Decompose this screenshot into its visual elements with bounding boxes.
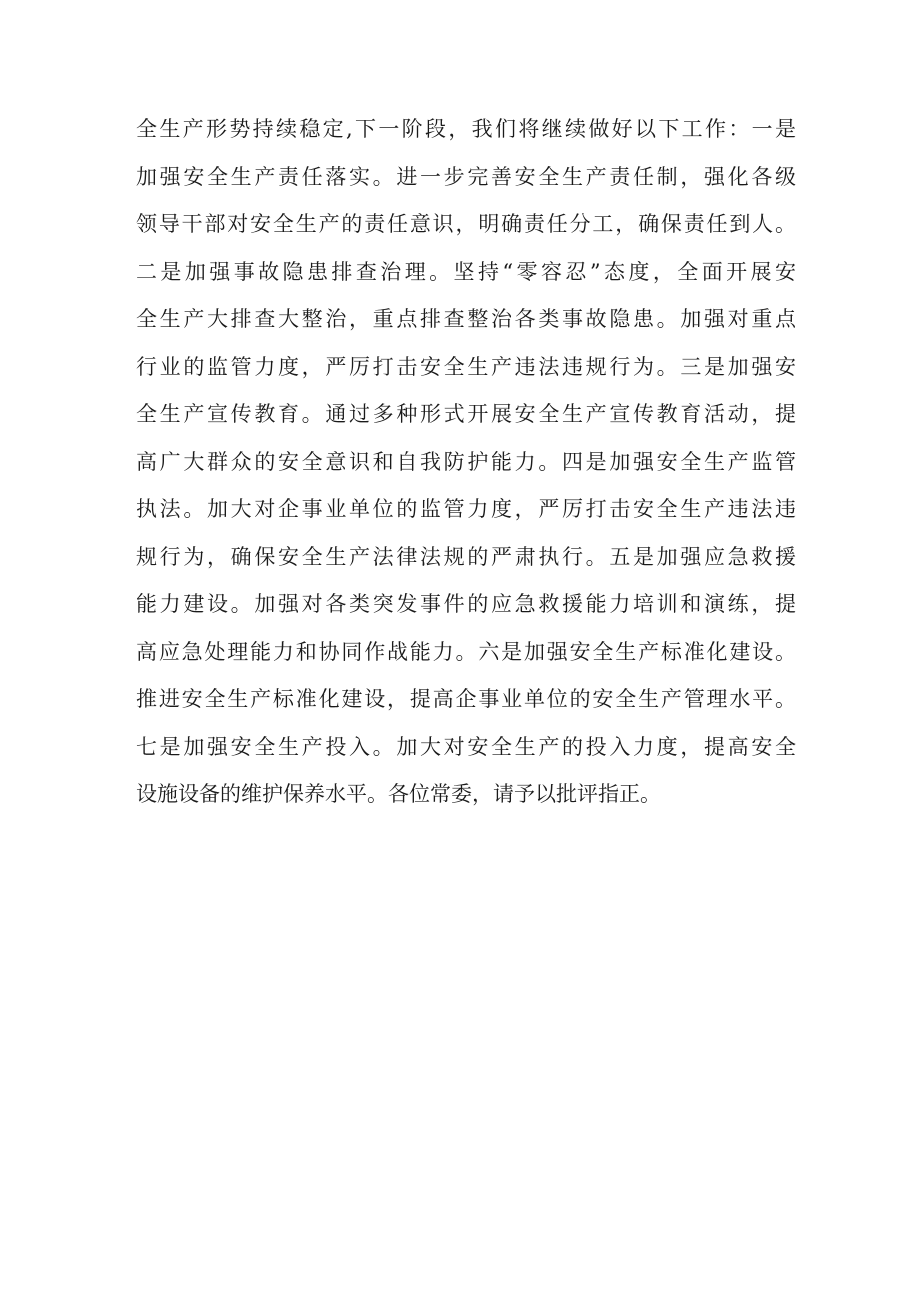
text-line: 全生产形势持续稳定,下一阶段，我们将继续做好以下工作：一是 (136, 117, 796, 141)
text-line: 规行为，确保安全生产法律法规的严肃执行。五是加强应急救援 (136, 544, 796, 569)
text-line: 执法。加大对企事业单位的监管力度，严厉打击安全生产违法违 (136, 497, 796, 521)
text-line: 高应急处理能力和协同作战能力。六是加强安全生产标准化建设。 (136, 639, 796, 664)
text-line: 加强安全生产责任落实。进一步完善安全生产责任制，强化各级 (136, 164, 796, 189)
text-line: 能力建设。加强对各类突发事件的应急救援能力培训和演练，提 (136, 592, 796, 616)
text-line: 领导干部对安全生产的责任意识，明确责任分工，确保责任到人。 (136, 212, 796, 236)
text-line: 全生产宣传教育。通过多种形式开展安全生产宣传教育活动，提 (136, 402, 796, 426)
text-line: 七是加强安全生产投入。加大对安全生产的投入力度，提高安全 (136, 734, 796, 759)
text-line: 二是加强事故隐患排查治理。坚持“零容忍”态度，全面开展安 (136, 259, 796, 284)
text-line: 高广大群众的安全意识和自我防护能力。四是加强安全生产监管 (136, 449, 796, 474)
text-line: 行业的监管力度，严厉打击安全生产违法违规行为。三是加强安 (136, 354, 796, 379)
body-paragraph (136, 106, 796, 819)
text-line: 设施设备的维护保养水平。各位常委，请予以批评指正。 (136, 782, 661, 806)
text-line: 全生产大排查大整治，重点排查整治各类事故隐患。加强对重点 (136, 307, 796, 331)
text-line: 推进安全生产标准化建设，提高企事业单位的安全生产管理水平。 (136, 687, 796, 711)
